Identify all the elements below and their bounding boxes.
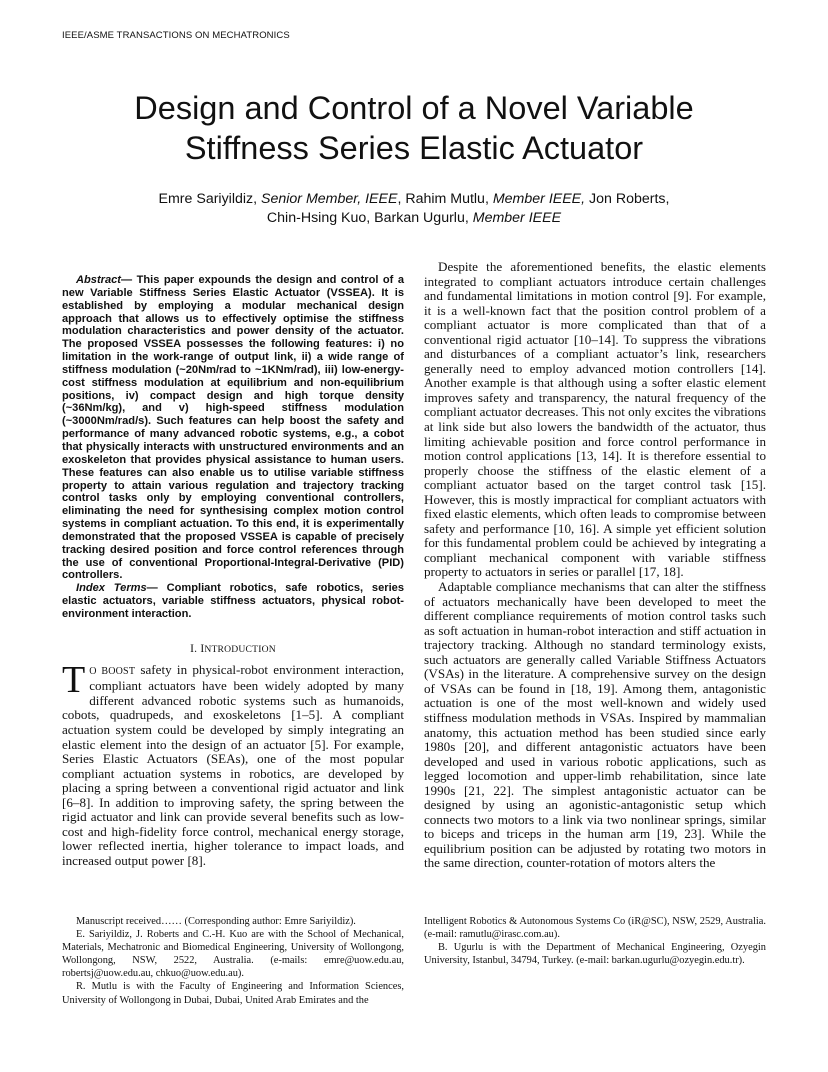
right-column bbox=[424, 260, 766, 871]
body-paragraph: Despite the aforementioned benefits, the elastic elements integrated to compliant actuators introduce certain challenges and fundamental limitations in motion control [9]. For example, it is a well-known fact that the position control problem of a compliant actuator is more complicated than that of a conventional rigid actuator [10–14]. To suppress the vibrations and disturbances of a compliant actuator’s link, researchers generally need to employ advanced motion controllers [14]. Another example is that although using a softer elastic element improves safety and transparency, the natural frequency of the compliant actuator decreases. This not only excites the vibrations at link side but also lowers the bandwidth of the actuator, thus limiting achievable position and force control performance in motion control applications [13, 14]. It is therefore essential to properly choose the stiffness of the elastic element of a compliant actuator based on the target control task [15]. However, this is mostly impractical for compliant actuators with fixed elastic elements, which often leads to compromise between safety and performance [10, 16]. A simple yet efficient solution for this fundamental problem could be achieved by integrating a compliant mechanical component with variable stiffness property to actuators in series or parallel [17, 18]. bbox=[424, 259, 766, 580]
title-line-1: Design and Control of a Novel Variable bbox=[134, 90, 694, 126]
running-head: IEEE/ASME TRANSACTIONS ON MECHATRONICS bbox=[62, 30, 290, 41]
author-name: , Rahim Mutlu, bbox=[397, 191, 493, 207]
index-terms bbox=[62, 582, 404, 621]
index-terms-text: — Compliant robotics, safe robotics, series elastic actuators, variable stiffness actuators, physical robot-environment interaction. bbox=[62, 582, 404, 620]
author-name: Emre Sariyildiz, bbox=[158, 191, 262, 207]
abstract-text: — This paper expounds the design and control of a new Variable Stiffness Series Elastic Actuator (VSSEA). It is established by employing a modular mechanical design approach that allows us to effectively optimise the stiffness modulation characteristics and power density of the actuator. The proposed VSSEA possesses the following features: i) no limitation in the work-range of output link, ii) a wide range of stiffness modulation (~20Nm/rad to ~1KNm/rad), iii) low-energy-cost stiffness modulation at equilibrium and non-equilibrium positions, iv) compact design and high torque density (~36Nm/kg), and v) high-speed stiffness modulation (~3000Nm/rad/s). Such features can help boost the safety and performance of many advanced robotic systems, e.g., a cobot that physically interacts with unstructured environments and an exoskeleton that provides physical assistance to human users. These features can also enable us to utilise variable stiffness property to attain various regulation and trajectory tracking control tasks only by employing conventional controllers, eliminating the need for synthesising complex motion control systems in compliant actuation. To this end, it is experimentally demonstrated that the proposed VSSEA is capable of precisely tracking desired position and force control references through the use of conventional Proportional-Integral-Derivative (PID) controllers. bbox=[62, 274, 404, 582]
title-line-2: Stiffness Series Elastic Actuator bbox=[184, 130, 644, 166]
author-role: Member IEEE, bbox=[492, 191, 586, 207]
section-heading bbox=[62, 643, 404, 655]
body-paragraph: Adaptable compliance mechanisms that can alter the stiffness of actuators mechanically have been developed to meet the different compliance requirements of motion control tasks such as soft actuation in human-robot interaction and stiff actuation in trajectory tracking. Although no standard terminology exists, such actuators are generally called Variable Stiffness Actuators (VSAs) in the literature. A comprehensive survey on the design of VSAs can be found in [18, 19]. Among them, antagonistic actuation is one of the most well-known and widely used stiffness modulation methods in VSAs. Inspired by mammalian anatomy, this actuation method has been studied since early 1980s [20], and different antagonistic actuators have been developed and used in various robotic applications, such as legged locomotion and upper-limb rehabilitation, since late 1990s [21, 22]. The simplest antagonistic actuator can be designed by using an agonistic-antagonistic setup which connects two motors to a link via two nonlinear springs, similar to biceps and triceps in the human arm [19, 23]. While the equilibrium position can be adjusted by rotating two motors in the same direction, counter-rotation of motors alters the bbox=[424, 579, 766, 871]
footnote: Intelligent Robotics & Autonomous Systems Co (iR@SC), NSW, 2529, Australia. (e-mail: ramutlu@irasc.com.au). bbox=[424, 916, 766, 941]
footnote: R. Mutlu is with the Faculty of Engineering and Information Sciences, University of Wollongong in Dubai, Dubai, United Arab Emirates and the bbox=[62, 981, 404, 1006]
abstract-lead: Abstract bbox=[76, 274, 122, 286]
section-initial: I bbox=[200, 642, 205, 655]
footnotes-right bbox=[424, 915, 766, 967]
left-column bbox=[62, 274, 404, 868]
intro-text: safety in physical-robot environment interaction, compliant actuators have been widely adopted by many different advanced robotic systems such as humanoids, cobots, quadrupeds, and exoskeletons [1–5]. A compliant actuation system could be developed by simply integrating an elastic element into the design of an actuator [5]. For example, Series Elastic Actuators (SEAs), one of the most popular compliant actuation systems in robotics, are developed by placing a spring between a conventional rigid actuator and link [6–8]. In addition to improving safety, the spring between the rigid actuator and link can provide several benefits such as low-cost and high-fidelity force control, mechanical energy storage, lower reflected inertia, higher tolerance to impact loads, and increased output power [8]. bbox=[62, 661, 405, 868]
paper-title bbox=[60, 88, 768, 168]
author-role: Member IEEE bbox=[472, 209, 562, 226]
abstract bbox=[62, 274, 404, 582]
footnote: Manuscript received…… (Corresponding author: Emre Sariyildiz). bbox=[76, 916, 356, 927]
footnotes-left bbox=[62, 915, 404, 1007]
drop-cap: T bbox=[62, 658, 86, 701]
intro-smallcaps: O BOOST bbox=[89, 665, 136, 677]
section-title-rest: NTRODUCTION bbox=[204, 643, 276, 655]
intro-paragraph bbox=[62, 658, 405, 869]
footnote: B. Ugurlu is with the Department of Mechanical Engineering, Ozyegin University, Istanbul, 34794, Turkey. (e-mail: barkan.ugurlu@ozyegin.edu.tr). bbox=[424, 942, 766, 967]
section-number: I. bbox=[190, 642, 201, 655]
author-role: Senior Member, IEEE bbox=[261, 191, 398, 207]
author-name: Jon Roberts, bbox=[585, 191, 670, 207]
footnote: E. Sariyildiz, J. Roberts and C.-H. Kuo are with the School of Mechanical, Materials, Mechatronic and Biomedical Engineering, University of Wollongong, Wollongong, NSW, 2522, Australia. (e-mails: emre@uow.edu.au, robertsj@uow.edu.au, chkuo@uow.edu.au). bbox=[62, 929, 404, 980]
index-terms-lead: Index Terms bbox=[76, 582, 147, 595]
author-name: Chin-Hsing Kuo, Barkan Ugurlu, bbox=[266, 209, 473, 226]
author-list bbox=[60, 190, 768, 227]
